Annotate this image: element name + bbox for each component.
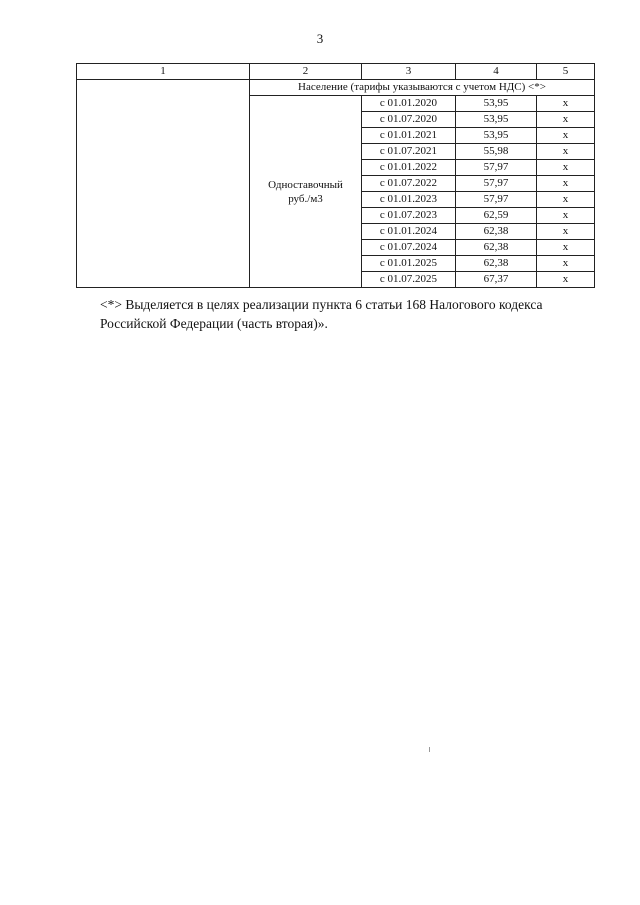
tariff-mark-cell: х <box>537 144 595 160</box>
tariff-type-label: Одноставочный <box>268 178 343 191</box>
tariff-value-cell: 67,37 <box>456 272 537 288</box>
tariff-value-cell: 57,97 <box>456 176 537 192</box>
tariff-mark-cell: х <box>537 160 595 176</box>
footnote-line: Российской Федерации (часть вторая)». <box>100 316 328 331</box>
tariff-period-cell: с 01.01.2023 <box>362 192 456 208</box>
tariff-value-cell: 62,59 <box>456 208 537 224</box>
column-number: 1 <box>77 64 250 80</box>
tariff-period-cell: с 01.07.2025 <box>362 272 456 288</box>
tariff-mark-cell: х <box>537 240 595 256</box>
tariff-value-cell: 53,95 <box>456 112 537 128</box>
column-number: 4 <box>456 64 537 80</box>
tariff-table-body <box>77 64 595 288</box>
footnote <box>100 295 600 333</box>
tariff-value-cell: 55,98 <box>456 144 537 160</box>
tariff-period-cell: с 01.01.2025 <box>362 256 456 272</box>
tariff-mark-cell: х <box>537 224 595 240</box>
tariff-period-cell: с 01.07.2022 <box>362 176 456 192</box>
empty-cell <box>77 80 250 288</box>
tariff-value-cell: 62,38 <box>456 240 537 256</box>
tariff-table <box>76 63 595 288</box>
column-number: 3 <box>362 64 456 80</box>
column-number: 5 <box>537 64 595 80</box>
page-number: 3 <box>316 31 324 46</box>
column-number-row <box>77 64 595 80</box>
tariff-mark-cell: х <box>537 272 595 288</box>
tariff-mark-cell: х <box>537 176 595 192</box>
tariff-group-cell <box>250 96 362 288</box>
tariff-mark-cell: х <box>537 128 595 144</box>
tariff-period-cell: с 01.07.2023 <box>362 208 456 224</box>
tariff-period-cell: с 01.01.2020 <box>362 96 456 112</box>
tariff-period-cell: с 01.07.2021 <box>362 144 456 160</box>
tariff-value-cell: 62,38 <box>456 256 537 272</box>
tariff-unit-label: руб./м3 <box>288 192 323 205</box>
tariff-value-cell: 57,97 <box>456 160 537 176</box>
tariff-period-cell: с 01.01.2022 <box>362 160 456 176</box>
tariff-mark-cell: х <box>537 256 595 272</box>
tariff-period-cell: с 01.07.2020 <box>362 112 456 128</box>
tariff-period-cell: с 01.01.2024 <box>362 224 456 240</box>
tariff-period-cell: с 01.01.2021 <box>362 128 456 144</box>
tariff-mark-cell: х <box>537 96 595 112</box>
tariff-value-cell: 62,38 <box>456 224 537 240</box>
tariff-mark-cell: х <box>537 208 595 224</box>
tariff-value-cell: 57,97 <box>456 192 537 208</box>
tariff-value-cell: 53,95 <box>456 128 537 144</box>
section-header: Население (тарифы указываются с учетом НДС) <*> <box>250 80 595 96</box>
tariff-mark-cell: х <box>537 192 595 208</box>
column-number: 2 <box>250 64 362 80</box>
tariff-period-cell: с 01.07.2024 <box>362 240 456 256</box>
scan-mark <box>429 747 430 752</box>
footnote-line: <*> Выделяется в целях реализации пункта 6 статьи 168 Налогового кодекса <box>100 297 543 312</box>
tariff-mark-cell: х <box>537 112 595 128</box>
tariff-value-cell: 53,95 <box>456 96 537 112</box>
section-header-row <box>77 80 595 96</box>
